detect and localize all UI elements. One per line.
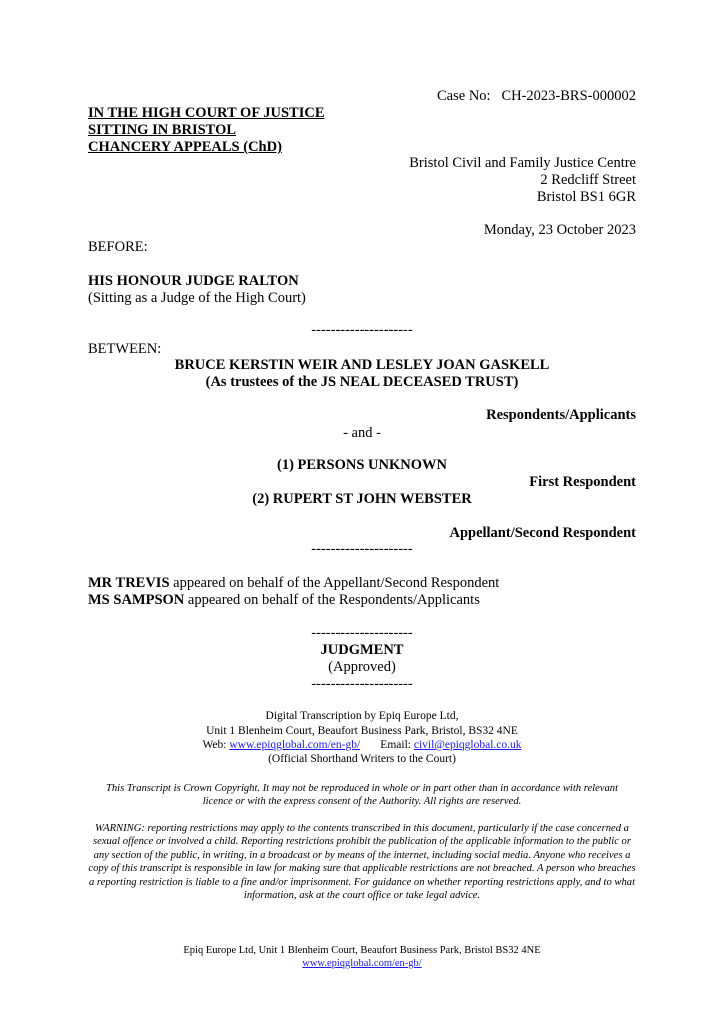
email-link[interactable]: civil@epiqglobal.co.uk [413,739,522,751]
counsel-name: MS SAMPSON [88,592,185,608]
venue-line-3: Bristol BS1 6GR [536,189,636,205]
and-divider: - and - [343,425,381,441]
web-label: Web: [202,739,230,751]
footer-link-row [88,957,636,970]
separator: --------------------- [311,625,413,641]
court-name-line-2: SITTING IN BRISTOL [88,122,237,138]
separator: --------------------- [311,676,413,692]
venue-line-1: Bristol Civil and Family Justice Centre [409,155,636,171]
second-respondent-role: Appellant/Second Respondent [449,525,636,541]
counsel-name: MR TREVIS [88,575,170,591]
transcriber-role: (Official Shorthand Writers to the Court) [268,753,456,765]
venue-line-2: 2 Redcliff Street [540,172,636,188]
copyright-notice: This Transcript is Crown Copyright. It may not be reproduced in whole or in part other than in accordance with relevant licence or with the express consent of the Authority. All rights are reserved. [105,783,619,808]
judgment-title: JUDGMENT [320,642,404,658]
appearance-appellant [88,575,499,592]
first-respondent-role: First Respondent [529,474,636,490]
transcriber-name: Digital Transcription by Epiq Europe Ltd, [265,710,459,722]
case-number [437,88,636,105]
appearance-text: appeared on behalf of the Respondents/Applicants [184,592,480,608]
between-label: BETWEEN: [88,341,162,357]
separator: --------------------- [311,541,413,557]
hearing-date: Monday, 23 October 2023 [483,222,636,238]
web-link[interactable]: www.epiqglobal.com/en-gb/ [229,739,361,751]
judge-note: (Sitting as a Judge of the High Court) [88,290,306,306]
transcriber-contact [88,738,636,753]
judge-name: HIS HONOUR JUDGE RALTON [88,273,299,289]
transcriber-address: Unit 1 Blenheim Court, Beaufort Business Park, Bristol, BS32 4NE [206,725,518,737]
separator: --------------------- [311,322,413,338]
footer-web-link[interactable]: www.epiqglobal.com/en-gb/ [302,958,422,969]
email-label: Email: [380,739,414,751]
court-name-line-3: CHANCERY APPEALS (ChD) [88,139,282,155]
applicants-names: BRUCE KERSTIN WEIR AND LESLEY JOAN GASKELL [174,357,550,373]
court-name-line-1: IN THE HIGH COURT OF JUSTICE [88,105,325,121]
before-label: BEFORE: [88,239,148,255]
applicants-role: Respondents/Applicants [486,407,636,423]
first-respondent-name: (1) PERSONS UNKNOWN [277,457,447,473]
case-number-label: Case No: [437,88,491,104]
appearance-text: appeared on behalf of the Appellant/Second Respondent [169,575,500,591]
case-number-value: CH-2023-BRS-000002 [501,88,636,104]
appearance-respondents [88,592,480,609]
footer-address: Epiq Europe Ltd, Unit 1 Blenheim Court, Beaufort Business Park, Bristol BS32 4NE [183,945,541,956]
reporting-restrictions-warning: WARNING: reporting restrictions may apply to the contents transcribed in this document, particularly if the case concerned a sexual offence or involved a child. Reporting restrictions prohibit the publication of the applicable information to the public or any section of the public, in writing, in a broadcast or by means of the internet, including social media. Anyone who receives a copy of this transcript is responsible in law for making sure that applicable restrictions are not breached. A person who breaches a reporting restriction is liable to a fine and/or imprisonment. For guidance on whether reporting restrictions apply, and to what information, ask at the court office or take legal advice. [88,823,636,902]
applicants-capacity: (As trustees of the JS NEAL DECEASED TRUST) [205,374,519,390]
second-respondent-name: (2) RUPERT ST JOHN WEBSTER [252,491,472,507]
judgment-status: (Approved) [328,659,396,675]
